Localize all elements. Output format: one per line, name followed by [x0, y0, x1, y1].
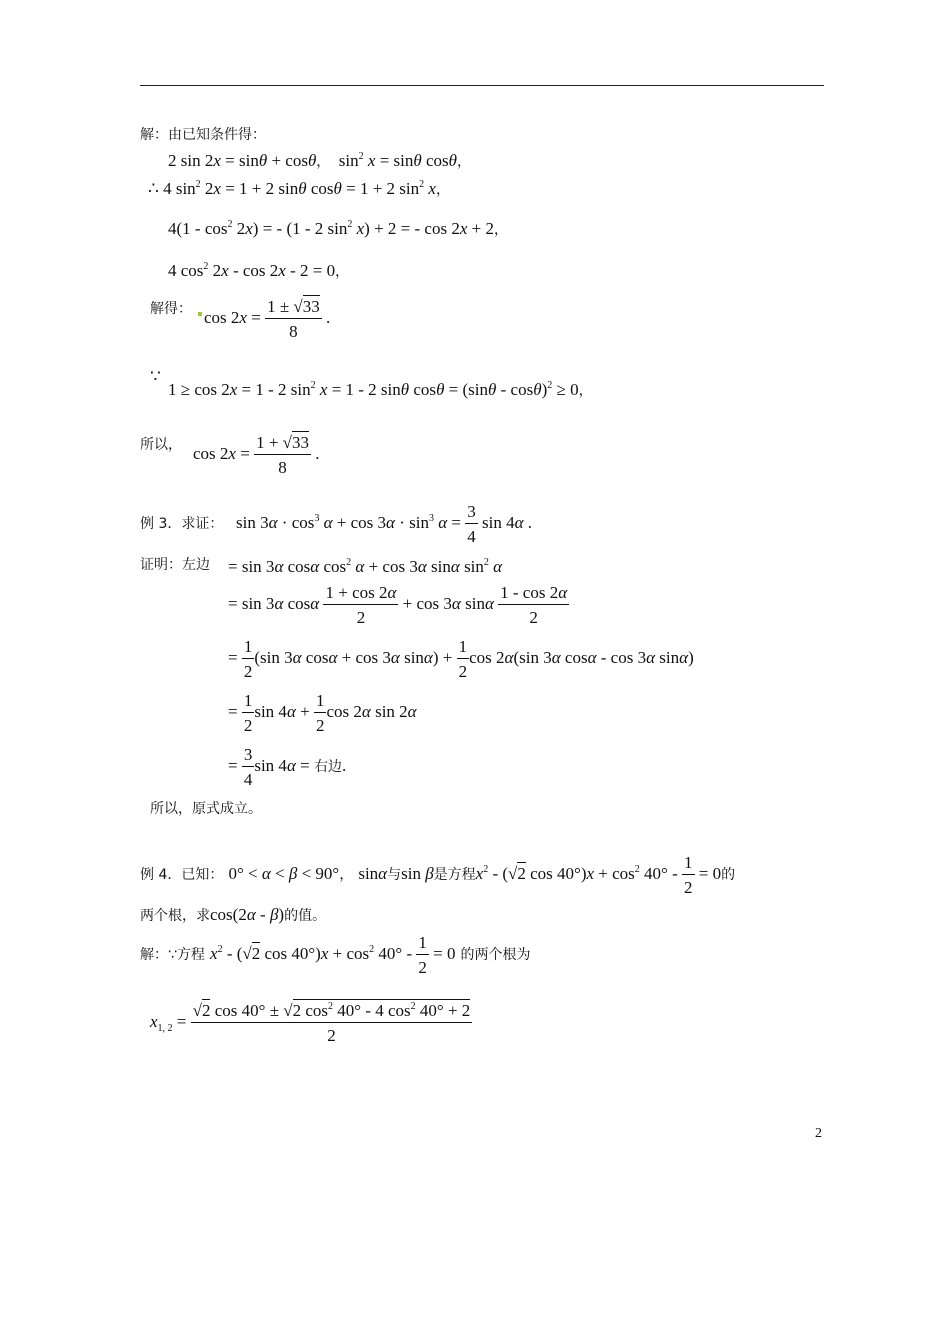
solution-intro: 解：由已知条件得： [140, 127, 266, 143]
is-roots-of: 是方程 [433, 866, 476, 883]
solution-prefix: 解：∵方程 [140, 946, 205, 963]
equation-line-4: 4 $\cos^2 2x - \cos 2x - 2 = 0$， [168, 261, 350, 280]
final-equation: cos 2x = $\frac{1 + √33}{8}$ . [193, 433, 320, 477]
example-3-conclusion: 所以，原式成立。 [150, 801, 262, 817]
right-side-label: 右边 [313, 758, 342, 775]
example-4-statement: 例 4．已知： 0° < α < β < 90°， sinα与sin β是方程$x^2 - (√2$ $\cos 40^\circ)x + \cos^2 40^\circ$ - $\frac{1}{2}$ = 0的 [140, 853, 736, 897]
fraction: $\frac{3}{4}$ [243, 745, 253, 789]
comma: ， [493, 222, 508, 238]
solved-equation: cos 2x = $\frac{1 \pm √33}{8}$ . [204, 297, 331, 341]
two-roots-are: 的两个根为 [460, 946, 531, 963]
because-symbol: ∵ [150, 367, 161, 386]
comma: ， [335, 264, 350, 280]
example-4-label: 例 4．已知： [140, 866, 224, 883]
proof-step-2: = sin 3α cosα $\frac{1 + \cos 2\alpha}{2}$ + cos 3α sinα $\frac{1 - \cos 2\alpha}{2}$ [228, 583, 568, 627]
solved-label: 解得： [150, 301, 192, 317]
proof-label: 证明：左边 [140, 557, 210, 573]
equation-line-3: $4(1 - \cos^2 2x)$ = - (1 - 2 $\sin^2 x) + 2$ = - cos 2x + 2， [168, 219, 508, 238]
comma: ， [339, 866, 354, 883]
fraction: $\frac{1}{2}$ [684, 853, 693, 897]
fraction: $\frac{1 - \cos 2\alpha}{2}$ [500, 583, 568, 627]
example-3-label: 例 3．求证： [140, 516, 224, 532]
fraction: $\frac{1}{2}$ [458, 637, 468, 681]
de-word: 的 [721, 866, 736, 883]
proof-step-4: = $\frac{1}{2}$ sin 4α + $\frac{1}{2}$ cos 2α sin 2α [228, 691, 417, 735]
example-3-statement: $\sin 3\alpha \cdot \cos^3 \alpha + \cos 3\alpha \cdot \sin^3 \alpha$ = $\frac{3}{4}$ sin 4α . [236, 502, 533, 546]
two-roots-find: 两个根，求 [140, 908, 210, 924]
comma: ， [316, 154, 331, 170]
therefore-symbol: ∴ [148, 179, 159, 198]
proof-step-1: = sin 3α cosα $\cos^2 \alpha + \cos 3\alpha$ sinα $\sin^2 \alpha$ [228, 557, 503, 576]
fraction: $\frac{1}{2}$ [418, 933, 427, 977]
comma: ， [457, 154, 472, 170]
fraction: $\frac{1 + \cos 2\alpha}{2}$ [325, 583, 397, 627]
fraction: $\frac{1}{2}$ [243, 637, 253, 681]
fraction: $\frac{1 + √33}{8}$ [256, 433, 309, 477]
fraction: $\frac{1}{2}$ [315, 691, 325, 735]
value-of: 的值。 [284, 908, 327, 924]
equation-line-2: ∴ 4 $\sin^2 2x = 1 + 2$ sinθ cosθ = 1 + 2 $\sin^2 x$， [148, 179, 450, 198]
and-word: 与 [387, 866, 402, 883]
fraction: $\frac{1}{2}$ [243, 691, 253, 735]
comma: ， [435, 182, 450, 198]
comma: ， [578, 383, 593, 399]
equation-line-1: 2 sin 2x = sinθ + cosθ， $\sin^2 x = \sin\theta$ cosθ， [168, 151, 472, 170]
roots-formula: $x_{1, 2}$ = $\frac{√2 \cos 40^\circ \pm √2 \cos^2 40^\circ - 4 \cos^2 40^\circ + 2}{2}$ [150, 1001, 471, 1045]
proof-step-5: = $\frac{3}{4}$ sin 4α = 右边. [228, 745, 347, 789]
header-rule [140, 85, 824, 86]
fraction: $\frac{√2 \cos 40^\circ \pm √2 \cos^2 40^\circ - 4 \cos^2 40^\circ + 2}{2}$ [192, 1001, 471, 1045]
fraction: $\frac{3}{4}$ [467, 502, 476, 546]
edit-mark [198, 312, 202, 316]
so-label: 所以， [140, 437, 182, 453]
proof-step-3: = $\frac{1}{2}$ (sin 3α cosα + cos 3α sinα) + $\frac{1}{2}$ cos 2α(sin 3α cosα - cos 3α sinα) [228, 637, 694, 681]
example-4-solution: 解：∵方程 $x^2 - (√2$ $\cos 40^\circ)x + \cos^2 40^\circ$ - $\frac{1}{2}$ = 0 的两个根为 [140, 933, 531, 977]
example-4-question: 两个根，求cos(2α - β)的值。 [140, 905, 327, 924]
page-number: 2 [815, 1126, 822, 1141]
fraction: $\frac{1 \pm √33}{8}$ [267, 297, 320, 341]
inequality-line: 1 ≥ cos 2x = 1 - 2 $\sin^2 x = 1 - 2$ sinθ cosθ = (sinθ - cosθ)$^2$ ≥ 0， [168, 380, 593, 399]
